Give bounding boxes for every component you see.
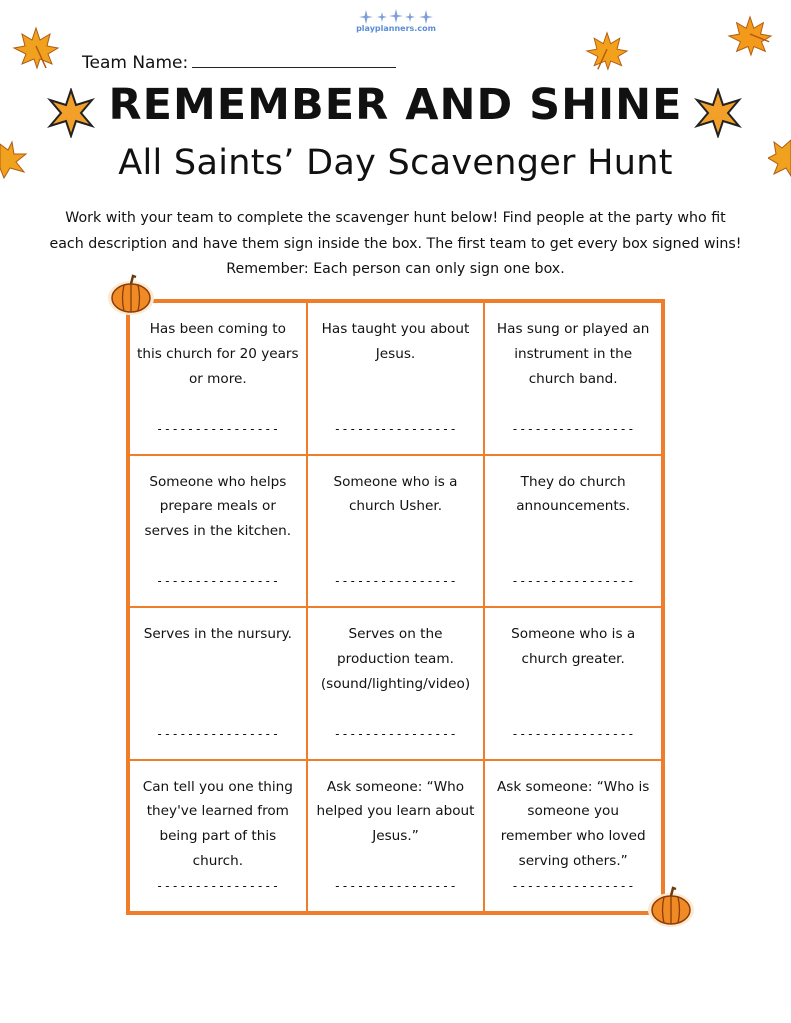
pumpkin-icon [106, 272, 156, 316]
grid-cell[interactable] [129, 760, 307, 913]
signature-line: ---------------- [156, 421, 280, 436]
grid-cell[interactable] [484, 760, 662, 913]
signature-line: ---------------- [333, 879, 458, 894]
grid-cell[interactable] [129, 302, 307, 455]
page-subtitle: All Saints’ Day Scavenger Hunt [118, 143, 673, 183]
grid-cell[interactable] [129, 607, 307, 760]
signature-line: ---------------- [156, 574, 280, 589]
grid-cell[interactable] [129, 455, 307, 608]
grid-cell[interactable] [307, 302, 485, 455]
cell-prompt: Someone who helps prepare meals or serves in the kitchen. [144, 473, 292, 540]
maple-leaf-icon [585, 30, 629, 72]
instructions-line-3: Remember: Each person can only sign one box. [226, 261, 565, 277]
cell-prompt: Serves in the nursury. [143, 626, 292, 642]
maple-leaf-icon [12, 26, 60, 70]
maple-leaf-icon [727, 14, 773, 58]
cell-prompt: Someone who is a church Usher. [333, 473, 458, 515]
grid-cell[interactable] [307, 760, 485, 913]
cell-prompt: Serves on the production team. (sound/lighting/video) [320, 626, 471, 692]
site-logo [356, 8, 436, 36]
signature-line: ---------------- [511, 726, 635, 741]
instructions-line-2: each description and have them sign inside the box. The first team to get every box signed wins! [49, 235, 742, 252]
grid-cell[interactable] [484, 302, 662, 455]
cell-prompt: Ask someone: “Who helped you learn about Jesus.” [316, 778, 475, 845]
pumpkin-icon [646, 884, 696, 928]
team-name-label: Team Name: [82, 53, 189, 73]
grid-cell[interactable] [307, 607, 485, 760]
signature-line: ---------------- [511, 574, 635, 589]
signature-line: ---------------- [333, 726, 458, 741]
signature-line: ---------------- [511, 879, 635, 894]
scavenger-grid [126, 299, 665, 915]
cell-prompt: Can tell you one thing they've learned from being part of this church. [142, 778, 293, 869]
cell-prompt: Has taught you about Jesus. [321, 321, 470, 362]
signature-line: ---------------- [511, 421, 635, 436]
signature-line: ---------------- [156, 726, 280, 741]
cell-prompt: Someone who is a church greater. [511, 626, 636, 667]
signature-line: ---------------- [333, 421, 458, 436]
team-name-line [192, 67, 396, 68]
signature-line: ---------------- [156, 879, 280, 894]
grid-cell[interactable] [307, 455, 485, 608]
grid-cell[interactable] [484, 455, 662, 608]
cell-prompt: Has sung or played an instrument in the church band. [496, 321, 650, 387]
cell-prompt: Ask someone: “Who is someone you remember who loved serving others.” [496, 778, 650, 869]
cell-prompt: They do church announcements. [516, 473, 631, 515]
instructions-line-1: Work with your team to complete the scavenger hunt below! Find people at the party who fit [65, 210, 726, 226]
logo-text: playplanners.com [356, 24, 436, 33]
cell-prompt: Has been coming to this church for 20 years or more. [137, 321, 299, 387]
grid-cell[interactable] [484, 607, 662, 760]
page-title: REMEMBER AND SHINE [108, 80, 683, 130]
signature-line: ---------------- [333, 574, 458, 589]
